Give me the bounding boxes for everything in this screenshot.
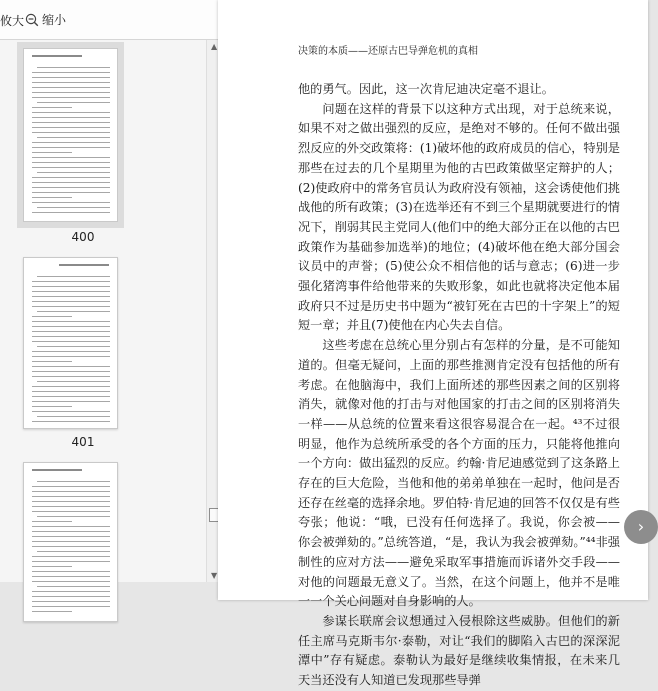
thumbnail-text-line (32, 386, 110, 387)
thumbnail-text-line (32, 351, 110, 352)
thumbnail-text-line (32, 316, 72, 317)
thumbnail-text-line (32, 117, 110, 118)
thumbnail-text-line (32, 177, 110, 178)
thumbnail-text-line (32, 396, 110, 397)
chevron-right-icon: › (637, 517, 645, 536)
paragraph: 这些考虑在总统心里分别占有怎样的分量，是不可能知道的。但毫无疑问，上面的那些推测肯定没有包括他的所有考虑。在他脑海中，我们上面所述的那些因素之间的区别将消失，就像对他的打击与对他国家的打击之间的区别将消失一样——从总统的位置来看这很容易混合在一起。⁴³不过很明显，他作为总统所承受的各个方面的压力，只能将他推向一个方向：做出猛烈的反应。约翰·肯尼迪感觉到了这条路上存在的巨大危险，当他和他的弟弟单独在一起时，他问是否还存在丝毫的选择余地。罗伯特·肯尼迪的回答不仅仅是有些夸张；他说：“哦，已没有任何选择了。我说，你会被——你会被弹劾的。”总统答道，“是，我认为我会被弹劾。”⁴⁴非强制性的应对方法——避免采取军事措施而诉诸外交手段——对他的问题最无意义了。当然，在这个问题上，他并不是唯一一个关心问题对自身影响的人。 (298, 338, 620, 609)
thumbnail-text-line (32, 391, 110, 392)
paragraph: 问题在这样的背景下以这种方式出现，对于总统来说，如果不对之做出强烈的反应，是绝对不够的。任何不做出强烈反应的外交政策将：(1)破坏他的政府成员的信心，特别是那些在过去的几个星期里为他的古巴政策做坚定辩护的人；(2)使政府中的常务官员认为政府没有领袖，这会诱使他们挑战他的所有政策；(3)在选举还有不到三个星期就要进行的情况下，削弱其民主党同人(他们中的绝大部分正在以他的古巴政策作为基础参加选举)的地位；(4)破坏他在绝大部分国会议员中的声誉；(5)使公众不相信他的话与意志；(6)进一步强化猪湾事件给他带来的失败形象，如此也就将决定他本届政府只不过是历史书中题为“被钉死在古巴的十字架上”的短短一章；并且(7)使他在内心失去自信。 (298, 101, 620, 333)
thumbnail-text-line (32, 531, 110, 532)
thumbnail-text-line (32, 556, 110, 557)
thumbnail-text-line (37, 67, 110, 68)
thumbnail-text-line (32, 611, 72, 612)
thumbnail-text-line (32, 546, 110, 547)
thumbnail-text-line (32, 197, 72, 198)
thumbnail-text-line (32, 167, 110, 168)
thumbnail-text-line (32, 581, 110, 582)
thumbnail-text-line (32, 92, 110, 93)
thumbnail-text-line (32, 536, 110, 537)
thumbnail-text-line (32, 341, 110, 342)
thumbnail-text-line (32, 77, 110, 78)
thumbnail-text-line (32, 122, 110, 123)
thumbnail-text-line (32, 371, 110, 372)
thumbnail-text-line (32, 486, 110, 487)
page-thumbnail-401[interactable] (23, 257, 118, 429)
thumbnail-text-line (32, 162, 110, 163)
thumbnail-text-line (37, 102, 110, 103)
thumbnail-text-line (32, 541, 110, 542)
thumbnail-text-line (32, 87, 110, 88)
thumbnail-text-line (32, 331, 110, 332)
thumbnail-text-line (32, 212, 110, 213)
thumbnail-text-line (32, 336, 110, 337)
thumbnail-text-line (32, 501, 110, 502)
thumbnail-text-line (37, 586, 110, 587)
thumbnail-text-line (32, 187, 110, 188)
thumbnail-text-line (32, 356, 110, 357)
thumbnail-page-number: 400 (71, 230, 95, 244)
thumbnail-text-line (32, 511, 110, 512)
thumbnail-text-line (32, 571, 110, 572)
thumbnail-text-line (32, 366, 110, 367)
thumbnail-text-line (37, 551, 110, 552)
thumbnail-text-line (32, 591, 110, 592)
thumbnail-text-line (32, 112, 110, 113)
thumbnail-text-line (32, 132, 110, 133)
thumbnail-text-line (32, 406, 72, 407)
thumbnail-text-line (32, 182, 110, 183)
thumbnail-text-line (32, 421, 110, 422)
page-body (298, 80, 620, 691)
zoom-out-label: 缩小 (42, 13, 67, 27)
thumbnail-text-line (37, 346, 110, 347)
thumbnail-text-line (32, 576, 110, 577)
thumbnail-text-line (32, 601, 110, 602)
thumbnail-text-line (32, 142, 110, 143)
thumbnail-text-line (32, 561, 110, 562)
document-page (218, 0, 648, 688)
thumbnail-text-line (37, 516, 110, 517)
thumbnail-text-line (32, 291, 110, 292)
thumbnail-text-line (37, 381, 110, 382)
thumbnail-text-line (32, 97, 110, 98)
scroll-down-arrow-icon[interactable]: ▼ (211, 571, 218, 580)
thumbnail-text-line (32, 286, 110, 287)
page-thumbnail-402[interactable] (23, 462, 118, 622)
thumbnail-text-line (37, 416, 110, 417)
thumbnail-text-line (32, 521, 72, 522)
thumbnail-text-line (32, 526, 110, 527)
thumbnail-text-line (32, 192, 110, 193)
thumbnail-running-head (32, 55, 82, 57)
thumbnail-page-number: 401 (71, 435, 95, 449)
thumbnail-text-line (32, 107, 72, 108)
thumbnail-text-line (32, 72, 110, 73)
thumbnail-text-line (32, 296, 110, 297)
thumbnail-text-line (32, 361, 72, 362)
zoom-in-button[interactable] (0, 14, 24, 28)
paragraph: 他的勇气。因此，这一次肯尼迪决定毫不退让。 (298, 82, 554, 96)
thumbnail-text-line (32, 306, 110, 307)
thumbnail-text-line (37, 311, 110, 312)
zoom-out-button[interactable] (25, 10, 66, 30)
thumbnail-text-line (32, 157, 110, 158)
zoom-in-label: 攸大 (0, 14, 25, 28)
thumbnail-text-line (32, 606, 110, 607)
thumbnail-text-line (32, 127, 110, 128)
thumbnail-text-line (32, 376, 110, 377)
paragraph: 参谋长联席会议想通过入侵根除这些威胁。但他们的新任主席马克斯韦尔·泰勒，对让“我们的脚陷入古巴的深深泥潭中”存有疑虑。泰勒认为最好是继续收集情报，在未来几天当还没有人知道已发现那些导弹 (298, 613, 620, 688)
thumbnail-text-line (37, 137, 110, 138)
thumbnail-text-line (32, 491, 110, 492)
thumbnail-list (0, 40, 206, 582)
thumbnail-text-line (37, 481, 110, 482)
thumbnail-text-line (32, 202, 110, 203)
thumbnail-text-line (32, 147, 110, 148)
thumbnail-text-line (37, 207, 110, 208)
page-thumbnail-400[interactable] (23, 48, 118, 222)
thumbnail-text-line (37, 172, 110, 173)
thumbnail-text-line (32, 281, 110, 282)
thumbnail-text-line (37, 276, 110, 277)
thumbnail-text-line (32, 301, 110, 302)
thumbnail-text-line (32, 411, 110, 412)
thumbnail-text-line (32, 596, 110, 597)
thumbnail-toolbar (0, 0, 226, 40)
thumbnail-text-line (32, 566, 72, 567)
document-view (226, 0, 645, 688)
scroll-up-arrow-icon[interactable]: ▲ (211, 42, 218, 51)
thumbnail-text-line (32, 496, 110, 497)
thumbnail-text-line (32, 506, 110, 507)
thumbnail-text-line (32, 82, 110, 83)
thumbnail-running-head (32, 469, 82, 471)
thumbnail-text-line (32, 401, 110, 402)
floating-action-button[interactable] (624, 510, 658, 544)
zoom-out-icon (25, 13, 39, 27)
thumbnail-running-head (59, 264, 109, 266)
thumbnail-text-line (32, 321, 110, 322)
running-head: 决策的本质——还原古巴导弹危机的真相 (298, 46, 478, 57)
thumbnail-text-line (32, 326, 110, 327)
thumbnail-panel (0, 0, 226, 582)
thumbnail-text-line (32, 152, 72, 153)
